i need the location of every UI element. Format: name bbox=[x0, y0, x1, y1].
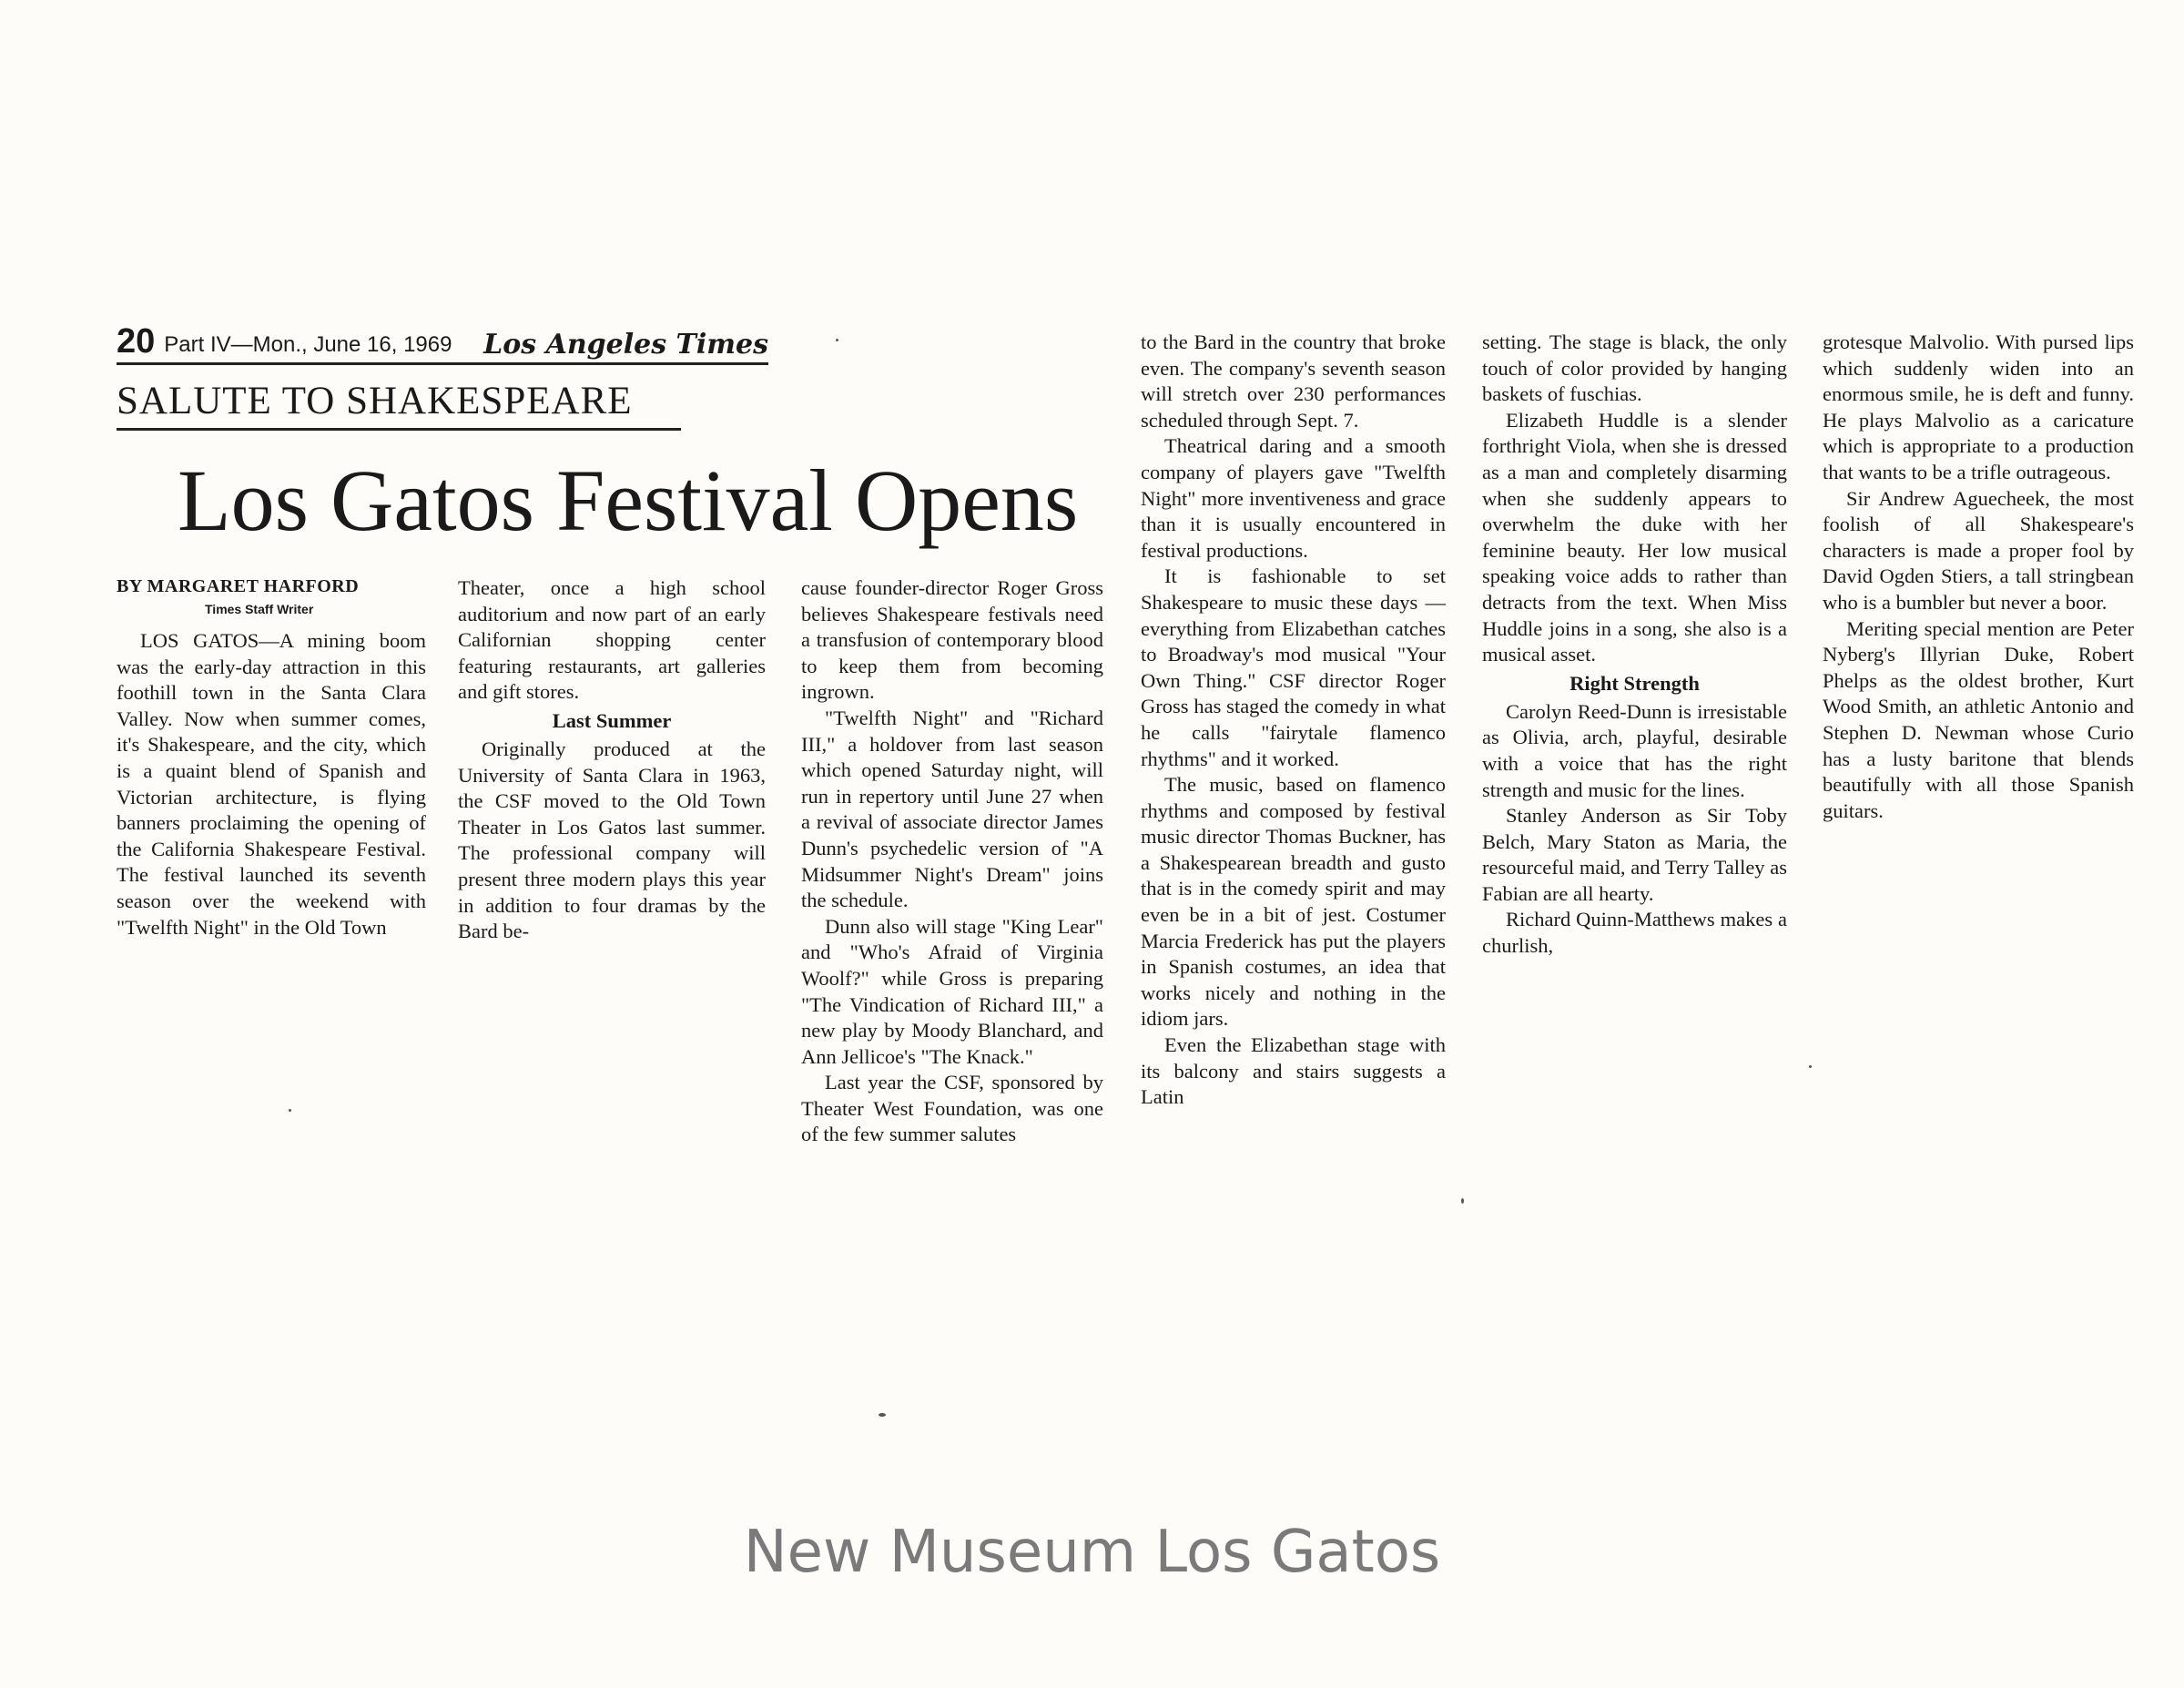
article-column-1 bbox=[117, 628, 426, 941]
masthead-left bbox=[117, 324, 452, 359]
headline: Los Gatos Festival Opens bbox=[178, 452, 1079, 549]
article-column-2 bbox=[458, 575, 766, 945]
scan-speck bbox=[879, 1413, 886, 1417]
scan-speck bbox=[1809, 1065, 1812, 1068]
section-title: SALUTE TO SHAKESPEARE bbox=[117, 375, 681, 431]
article-column-3 bbox=[801, 575, 1103, 1148]
paragraph: setting. The stage is black, the only touch of color provided by hanging baskets of fuschias. bbox=[1482, 330, 1787, 406]
museum-watermark: New Museum Los Gatos bbox=[743, 1519, 1441, 1586]
article-column-5 bbox=[1482, 330, 1787, 960]
paragraph: LOS GATOS—A mining boom was the early-day attraction in this foothill town in the Santa Clara Valley. Now when summer comes, it's Shakespeare, and the city, which is a quaint blend of Spanish and Victorian architecture, is flying banners proclaiming the opening of the California Shakespeare Festival. The festival launched its seventh season over the weekend with "Twelfth Night" in the Old Town bbox=[117, 629, 426, 939]
paragraph: Elizabeth Huddle is a slender forthright Viola, when she is dressed as a man and completely disarming when she suddenly appears to overwhelm the duke with her feminine beauty. Her low musical speaking voice adds to rather than detracts from the text. When Miss Huddle joins in a song, she also is a musical asset. bbox=[1482, 408, 1787, 666]
article-column-4 bbox=[1141, 330, 1446, 1111]
paragraph: Stanley Anderson as Sir Toby Belch, Mary Staton as Maria, the resourceful maid, and Terry Talley as Fabian are all hearty. bbox=[1482, 804, 1787, 905]
paragraph: "Twelfth Night" and "Richard III," a holdover from last season which opened Saturday night, will run in repertory until June 27 when a revival of associate director James Dunn's psychedelic version of "A Midsummer Night's Dream" joins the schedule. bbox=[801, 706, 1103, 912]
paragraph: Last year the CSF, sponsored by Theater West Foundation, was one of the few summer salutes bbox=[801, 1071, 1103, 1146]
paragraph: cause founder-director Roger Gross believes Shakespeare festivals need a transfusion of contemporary blood to keep them from becoming ingrown. bbox=[801, 576, 1103, 704]
paragraph: grotesque Malvolio. With pursed lips which suddenly widen into an enormous smile, he is deft and funny. He plays Malvolio as a caricature which is appropriate to a production that wants to be a trifle outrageous. bbox=[1823, 330, 2134, 483]
subhead-last-summer: Last Summer bbox=[552, 708, 672, 732]
paragraph: The music, based on flamenco rhythms and composed by festival music director Thomas Buckner, has a Shakespearean breadth and gusto that is in the comedy spirit and may even be in a bit of jest. Costumer Marcia Frederick has put the players in Spanish costumes, an idea that works nicely and nothing in the idiom jars. bbox=[1141, 773, 1446, 1031]
paragraph: Richard Quinn-Matthews makes a churlish, bbox=[1482, 908, 1787, 958]
paragraph: Sir Andrew Aguecheek, the most foolish of all Shakespeare's characters is made a proper fool by David Ogden Stiers, a tall stringbean who is a bumbler but never a boor. bbox=[1823, 486, 2134, 614]
byline: BY MARGARET HARFORD bbox=[117, 576, 360, 596]
scan-speck bbox=[289, 1109, 291, 1112]
subhead-right-strength: Right Strength bbox=[1569, 671, 1700, 695]
article-column-6 bbox=[1823, 330, 2134, 824]
newspaper-name: Los Angeles Times bbox=[483, 329, 768, 361]
paragraph: to the Bard in the country that broke even. The company's seventh season will stretch over 230 performances scheduled through Sept. 7. bbox=[1141, 330, 1446, 432]
dateline: Part IV—Mon., June 16, 1969 bbox=[164, 332, 452, 358]
paragraph: It is fashionable to set Shakespeare to music these days — everything from Elizabethan catches to Broadway's mod musical "Your Own Thing." CSF director Roger Gross has staged the comedy in what he calls "fairytale flamenco rhythms" and it worked. bbox=[1141, 564, 1446, 770]
paragraph: Originally produced at the University of Santa Clara in 1963, the CSF moved to the Old Town Theater in Los Gatos last summer. The professional company will present three modern plays this year in addition to four dramas by the Bard be- bbox=[458, 737, 766, 943]
paragraph: Even the Elizabethan stage with its balcony and stairs suggests a Latin bbox=[1141, 1033, 1446, 1109]
paragraph: Meriting special mention are Peter Nyberg's Illyrian Duke, Robert Phelps as the oldest brother, Kurt Wood Smith, an athletic Antonio and Stephen D. Newman whose Curio has a lusty baritone that blends beautifully with all those Spanish guitars. bbox=[1823, 616, 2134, 822]
staff-line: Times Staff Writer bbox=[205, 602, 314, 616]
page-number: 20 bbox=[117, 322, 156, 361]
masthead bbox=[117, 317, 768, 365]
scan-speck bbox=[1461, 1198, 1464, 1204]
scan-speck bbox=[836, 339, 838, 341]
paragraph: Dunn also will stage "King Lear" and "Who's Afraid of Virginia Woolf?" while Gross is preparing "The Vindication of Richard III," a new play by Moody Blanchard, and Ann Jellicoe's "The Knack." bbox=[801, 914, 1103, 1068]
paragraph: Theatrical daring and a smooth company of players gave "Twelfth Night" more inventiveness and grace than it is usually encountered in festival productions. bbox=[1141, 434, 1446, 562]
paragraph: Carolyn Reed-Dunn is irresistable as Olivia, arch, playful, desirable with a voice that has the right strength and music for the lines. bbox=[1482, 699, 1787, 801]
paragraph: Theater, once a high school auditorium and now part of an early Californian shopping center featuring restaurants, art galleries and gift stores. bbox=[458, 576, 766, 704]
